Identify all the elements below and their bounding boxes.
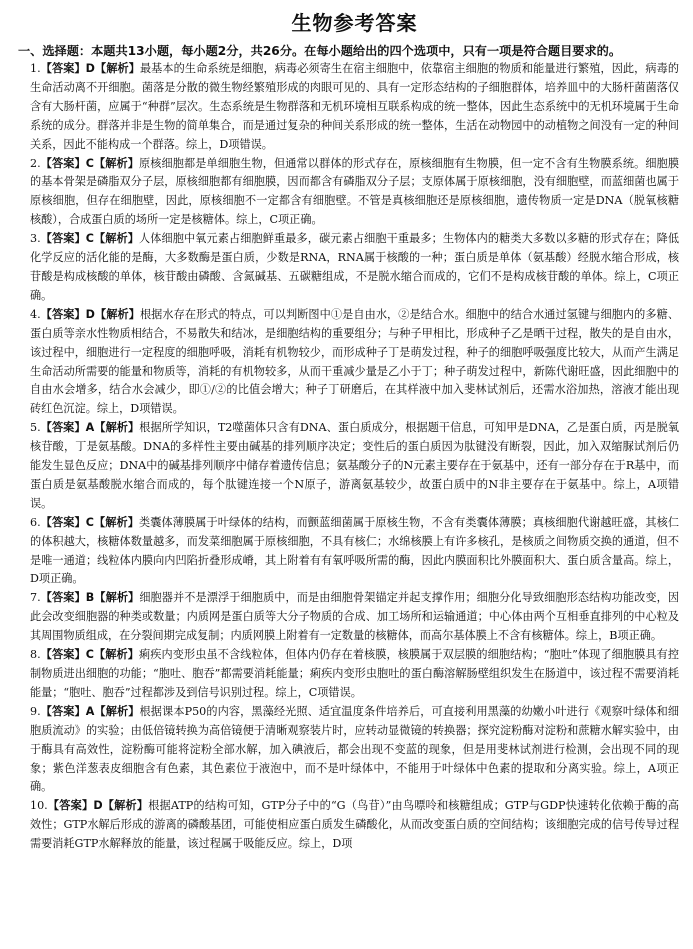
question-8 [30, 646, 679, 703]
explanation-text: 根据所学知识，T2噬菌体只含有DNA、蛋白质成分，根据题干信息，可知甲是DNA，乙是蛋白质，丙是脱氧核苷酸，丁是氨基酸。DNA的多样性主要由碱基的排列顺序决定；变性后的蛋白质因为肽键没有断裂，因此，加入双缩脲试剂后仍能发生显色反应；DNA中的碱基排列顺序中储存着遗传信息；氨基酸分子的N元素主要存在于氨基中，还有一部分存在于R基中，而蛋白质是氨基酸脱水缩合而成的，每个肽键连接一个N原子，游离氨基较少，故蛋白质中的N非主要存在于氨基中。综上，A项错误。 [30, 421, 679, 510]
explanation-text: 类囊体薄膜属于叶绿体的结构，而颤蓝细菌属于原核生物，不含有类囊体薄膜；真核细胞代谢越旺盛，其核仁的体积越大，核糖体数量越多，而发菜细胞属于原核细胞，不具有核仁；水绵核膜上有许多核孔，是核质之间物质交换的通道，但不是唯一通道；线粒体内膜向内凹陷折叠形成嵴，其上附着有有氧呼吸所需的酶，因此内膜面积比外膜面积大、蛋白质含量高。综上，D项正确。 [30, 515, 679, 586]
question-3 [30, 230, 679, 306]
explanation-text: 根据课本P50的内容，黑藻经光照、适宜温度条件培养后，可直接利用黑藻的幼嫩小叶进行《观察叶绿体和细胞质流动》的实验；由低倍镜转换为高倍镜便于清晰观察装片时，应转动显微镜的转换器；探究淀粉酶对淀粉和蔗糖水解实验中，由于酶具有高效性，淀粉酶可能将淀粉全部水解，加入碘液后，都会出现不变蓝的现象，但是用斐林试剂进行检测，会出现不同的现象；紫色洋葱表皮细胞含有色素，其色素位于液泡中，而不是叶绿体中，不能用于叶绿体中色素的提取和分离实验。综上，A项正确。 [30, 704, 679, 794]
question-4 [30, 306, 679, 419]
answer-tag: 【答案】D【解析】 [40, 307, 140, 321]
answer-tag: 【答案】C【解析】 [40, 232, 140, 246]
question-number: 8. [30, 648, 41, 662]
explanation-text: 细胞器并不是漂浮于细胞质中，而是由细胞骨架锚定并起支撑作用；细胞分化导致细胞形态结构功能改变，因此会改变细胞器的种类或数量；内质网是蛋白质等大分子物质的合成、加工场所和运输通道；中心体由两个互相垂直排列的中心粒及其周围物质组成，在分裂间期完成复制；内质网膜上附着有一定数量的核糖体，而高尔基体膜上不含有核糖体。综上，B项正确。 [30, 591, 679, 643]
explanation-text: 根据水存在形式的特点，可以判断图中①是自由水，②是结合水。细胞中的结合水通过氢键与细胞内的多糖、蛋白质等亲水性物质相结合，不易散失和结冰，是细胞结构的重要组分；与种子甲相比，形成种子乙是晒干过程，散失的是自由水，该过程中，细胞进行一定程度的细胞呼吸，消耗有机物较少，而形成种子丁是萌发过程，种子的细胞呼吸强度比较大，从而产生满足生命活动所需要的能量和物质等，消耗的有机物较多，从而干重减少量是乙小于丁；种子萌发过程中，新陈代谢旺盛，因此细胞中的自由水会增多，结合水会减少，即①/②的比值会增大；种子丁研磨后，在其样液中加入斐林试剂后，还需水浴加热，溶液才能出现砖红色沉淀。综上，D项错误。 [30, 307, 680, 416]
question-5 [30, 419, 679, 514]
answer-tag: 【答案】A【解析】 [40, 704, 140, 718]
answer-tag: 【答案】D【解析】 [47, 799, 149, 813]
question-number: 6. [30, 515, 41, 529]
question-number: 5. [30, 421, 41, 435]
explanation-text: 人体细胞中氧元素占细胞鲜重最多，碳元素占细胞干重最多；生物体内的糖类大多数以多糖的形式存在；降低化学反应的活化能的是酶，大多数酶是蛋白质，少数是RNA，RNA属于核酸的一种；蛋白质是单体（氨基酸）经脱水缩合形成，核苷酸是构成核酸的单体，核苷酸由磷酸、含氮碱基、五碳糖组成，不是脱水缩合而成的，它们不是构成核苷酸的单体。综上，C项正确。 [30, 232, 679, 302]
explanation-text: 原核细胞都是单细胞生物，但通常以群体的形式存在，原核细胞有生物膜，但一定不含有生物膜系统。细胞膜的基本骨架是磷脂双分子层，原核细胞都有细胞膜，因而都含有磷脂双分子层；支原体属于原核细胞，没有细胞壁，而蓝细菌也属于原核细胞，但存在细胞壁，因此，原核细胞不一定都含有细胞壁。不管是真核细胞还是原核细胞，遗传物质一定是DNA（脱氧核糖核酸），合成蛋白质的场所一定是核糖体。综上，C项正确。 [30, 156, 679, 227]
answer-tag: 【答案】B【解析】 [40, 591, 140, 605]
question-number: 1. [30, 62, 41, 75]
question-7 [30, 589, 679, 646]
question-2 [30, 155, 679, 231]
answer-tag: 【答案】C【解析】 [40, 515, 140, 529]
question-6 [30, 514, 679, 590]
answer-tag: 【答案】A【解析】 [40, 421, 140, 435]
question-number: 3. [30, 232, 41, 246]
section-heading: 一、选择题：本题共13小题，每小题2分，共26分。在每小题给出的四个选项中，只有一项是符合题目要求的。 [18, 44, 622, 58]
question-number: 9. [30, 704, 41, 718]
answer-tag: 【答案】C【解析】 [40, 156, 140, 170]
explanation-text: 根据ATP的结构可知，GTP分子中的“G（鸟苷）”由鸟嘌呤和核糖组成；GTP与GDP快速转化依赖于酶的高效性；GTP水解后形成的游离的磷酸基团，可能使相应蛋白质发生磷酸化，从而改变蛋白质的空间结构；该细胞完成的信号传导过程需要消耗GTP水解释放的能量，该过程属于吸能反应。综上，D项 [30, 799, 680, 851]
question-number: 4. [30, 307, 41, 321]
question-number: 7. [30, 591, 41, 605]
explanation-text: 最基本的生命系统是细胞，病毒必须寄生在宿主细胞中，依靠宿主细胞的物质和能量进行繁殖，因此，病毒的生命活动离不开细胞。菌落是分散的微生物经繁殖形成的肉眼可见的、具有一定形态结构的子细胞群体，培养皿中的大肠杆菌菌落仅含有大肠杆菌，应属于“种群”层次。生态系统是生物群落和无机环境相互联系构成的统一整体，因此生态系统中的无机环境属于生命系统的成分。群落并非是生物的简单集合，而是通过复杂的种间关系形成的统一整体，生活在动物园中的动植物之间没有一定的种间关系，因此不能构成一个群落。综上，D项错误。 [30, 62, 680, 151]
explanation-text: 痢疾内变形虫虽不含线粒体，但体内仍存在着核膜，核膜属于双层膜的细胞结构；“胞吐”体现了细胞膜具有控制物质进出细胞的功能；“胞吐、胞吞”都需要消耗能量；痢疾内变形虫胞吐的蛋白酶溶解肠壁组织发生在肠道中，该过程不需要消耗能量；“胞吐、胞吞”过程都涉及到信号识别过程。综上，C项错误。 [30, 648, 679, 699]
question-10 [30, 797, 679, 854]
question-1 [30, 60, 679, 155]
question-9 [30, 703, 679, 798]
question-number: 2. [30, 156, 41, 170]
answer-tag: 【答案】D【解析】 [40, 62, 140, 75]
page-title: 生物参考答案 [291, 11, 418, 35]
answer-tag: 【答案】C【解析】 [40, 648, 140, 662]
question-number: 10. [30, 799, 48, 813]
